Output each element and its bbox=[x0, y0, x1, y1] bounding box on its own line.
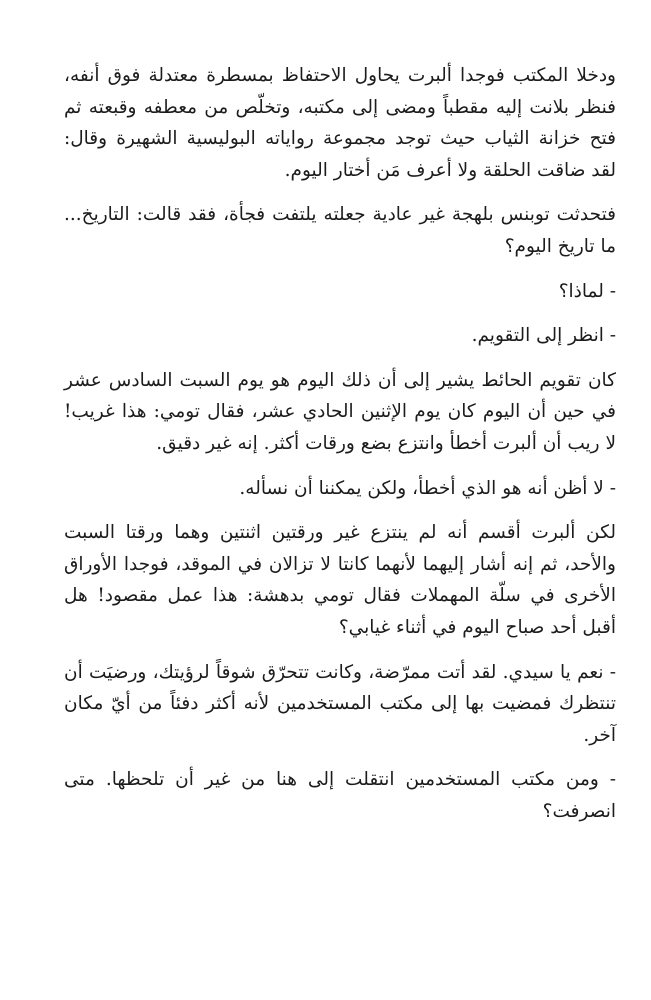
dialogue-line-3: - لا أظن أنه هو الذي أخطأ، ولكن يمكننا أن نسأله. bbox=[239, 477, 616, 499]
paragraph-2: فتحدثت توبنس بلهجة غير عادية جعلته يلتفت فجأة، فقد قالت: التاريخ... ما تاريخ اليوم؟ bbox=[64, 204, 616, 257]
paragraph-3: كان تقويم الحائط يشير إلى أن ذلك اليوم هو يوم السبت السادس عشر في حين أن اليوم كان يوم الإثنين الحادي عشر، فقال تومي: هذا غريب! لا ريب أن ألبرت أخطأ وانتزع بضع ورقات أكثر. إنه غير دقيق. bbox=[64, 369, 616, 454]
book-page bbox=[64, 60, 616, 840]
dialogue-line-1: - لماذا؟ bbox=[558, 280, 616, 302]
paragraph-4: لكن ألبرت أقسم أنه لم ينتزع غير ورقتين اثنتين وهما ورقتا السبت والأحد، ثم إنه أشار إليهما لأنهما كانتا لا تزالان في الموقد، فوجدا الأوراق الأخرى في سلّة المهملات فقال تومي بدهشة: هذا عمل مقصود! هل أقبل أحد صباح اليوم في أثناء غيابي؟ bbox=[64, 522, 616, 638]
dialogue-line-2: - انظر إلى التقويم. bbox=[471, 325, 616, 347]
dialogue-line-5: - ومن مكتب المستخدمين انتقلت إلى هنا من غير أن تلحظها. متى انصرفت؟ bbox=[64, 769, 616, 822]
dialogue-line-4: - نعم يا سيدي. لقد أتت ممرّضة، وكانت تتحرّق شوقاً لرؤيتك، ورضيَت أن تنتظرك فمضيت بها إلى مكتب المستخدمين لأنه أكثر دفئاً من أيّ مكان آخر. bbox=[64, 661, 616, 746]
paragraph-1: ودخلا المكتب فوجدا ألبرت يحاول الاحتفاظ بمسطرة معتدلة فوق أنفه، فنظر بلانت إليه مقطباً ومضى إلى مكتبه، وتخلّص من معطفه وقبعته ثم فتح خزانة الثياب حيث توجد مجموعة رواياته البوليسية الشهيرة وقال: لقد ضاقت الحلقة ولا أعرف مَن أختار اليوم. bbox=[64, 65, 616, 181]
